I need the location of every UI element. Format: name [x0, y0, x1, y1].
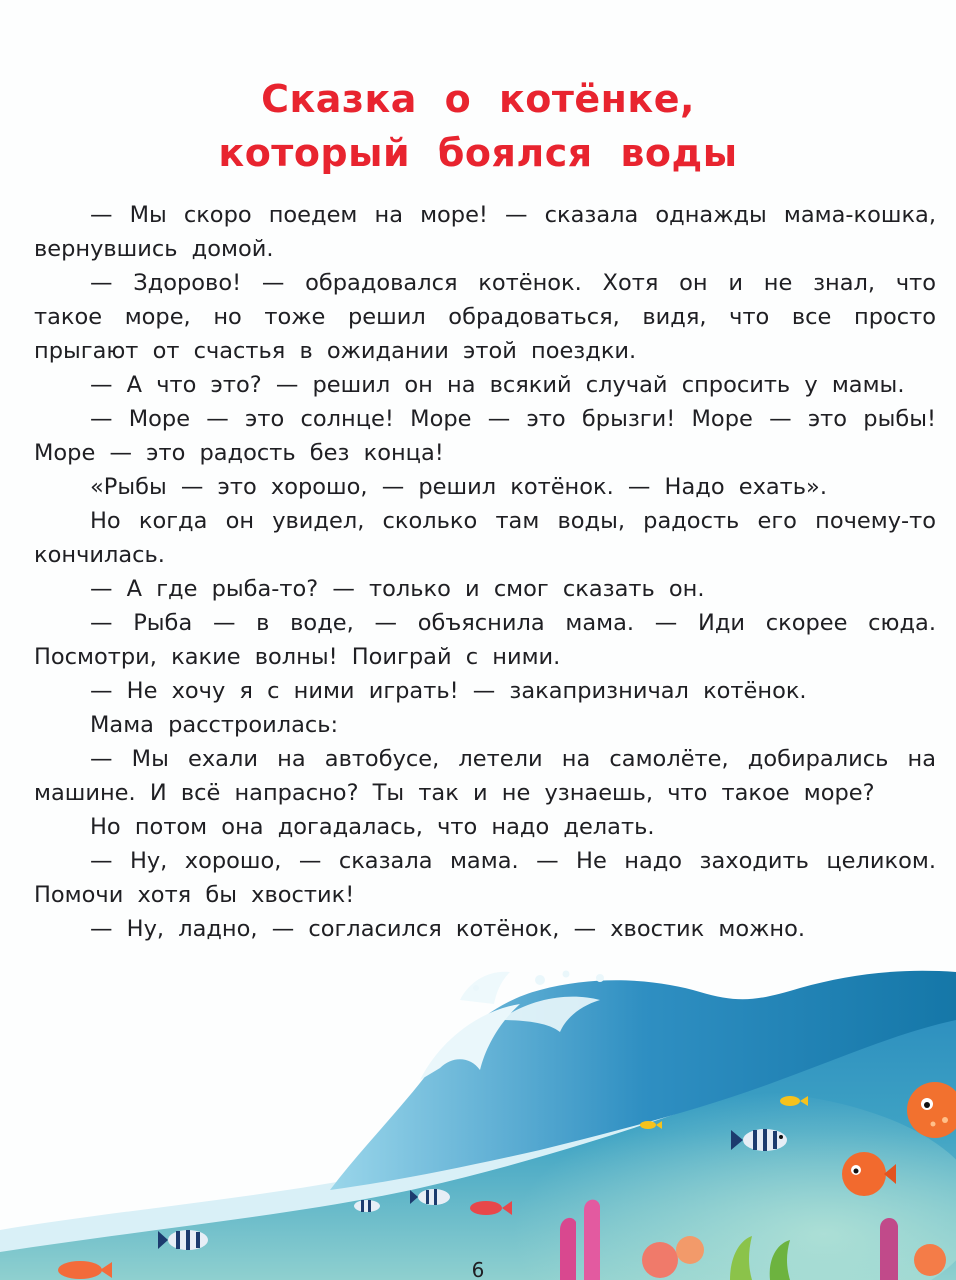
paragraph: — Здорово! — обрадовался котёнок. Хотя он и не знал, что такое море, но тоже решил обрадоваться, видя, что все просто прыгают от счастья в ожидании этой поездки.	[34, 270, 936, 364]
story-text	[34, 198, 936, 946]
paragraph: «Рыбы — это хорошо, — решил котёнок. — Надо ехать».	[90, 474, 827, 500]
paragraph: Но потом она догадалась, что надо делать.	[90, 814, 655, 840]
fish-icon	[354, 1200, 380, 1212]
paragraph: — Море — это солнце! Море — это брызги! Море — это рыбы! Море — это радость без конца!	[34, 406, 936, 466]
title-line-2: который боялся воды	[218, 131, 738, 175]
paragraph: Мама расстроилась:	[90, 712, 339, 738]
paragraph: — Не хочу я с ними играть! — закапризничал котёнок.	[90, 678, 807, 704]
wave-illustration	[0, 960, 956, 1280]
paragraph: — Ну, ладно, — согласился котёнок, — хвостик можно.	[90, 916, 806, 942]
paragraph: Но когда он увидел, сколько там воды, радость его почему-то кончилась.	[34, 508, 936, 568]
paragraph: — А где рыба-то? — только и смог сказать он.	[90, 576, 705, 602]
paragraph: — Рыба — в воде, — объяснила мама. — Иди скорее сюда. Посмотри, какие волны! Поиграй с ними.	[34, 610, 936, 670]
page-title	[0, 72, 956, 180]
title-line-1: Сказка о котёнке,	[261, 77, 695, 121]
paragraph: — Мы скоро поедем на море! — сказала однажды мама-кошка, вернувшись домой.	[34, 202, 936, 262]
paragraph: — Ну, хорошо, — сказала мама. — Не надо заходить целиком. Помочи хотя бы хвостик!	[34, 848, 936, 908]
paragraph: — А что это? — решил он на всякий случай спросить у мамы.	[90, 372, 905, 398]
paragraph: — Мы ехали на автобусе, летели на самолёте, добирались на машине. И всё напрасно? Ты так и не узнаешь, что такое море?	[34, 746, 936, 806]
page-number: 6	[471, 1258, 485, 1280]
